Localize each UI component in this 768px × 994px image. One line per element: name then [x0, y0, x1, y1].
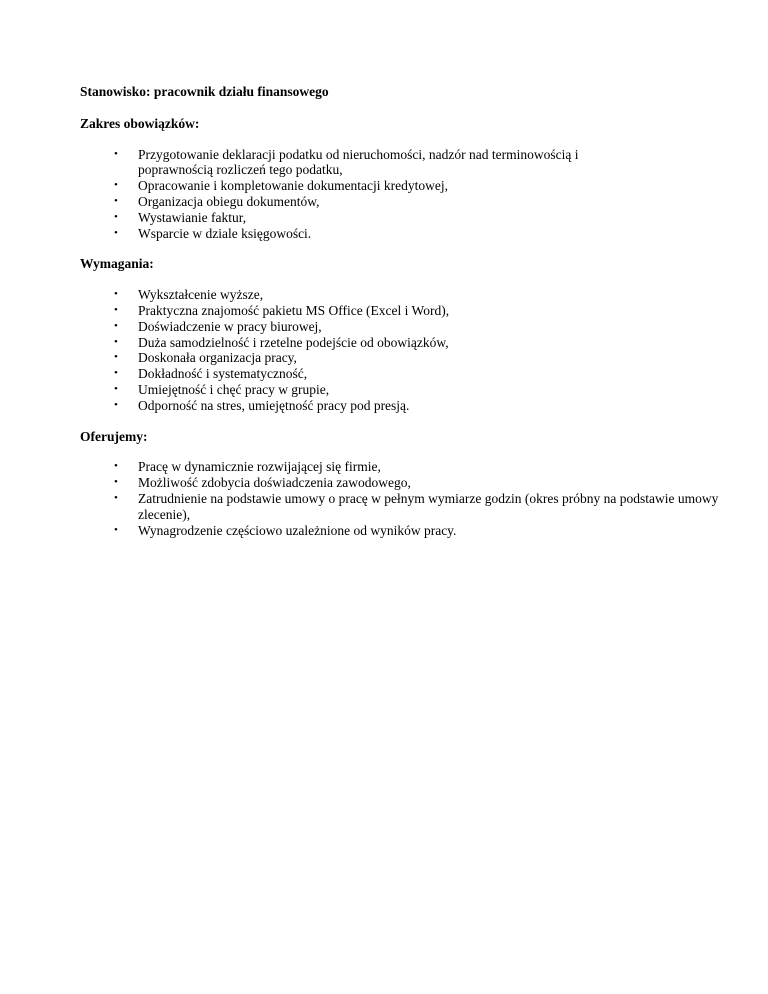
offer-list: [80, 459, 719, 538]
bullet-icon: •: [114, 491, 118, 504]
list-item: • Odporność na stres, umiejętność pracy pod presją.: [114, 397, 410, 413]
list-item: • Wykształcenie wyższe,: [114, 287, 264, 303]
list-item: • Pracę w dynamicznie rozwijającej się firmie,: [114, 459, 381, 475]
list-item: • Wsparcie w dziale księgowości.: [114, 225, 312, 241]
list-item: • Organizacja obiegu dokumentów,: [114, 193, 320, 209]
list-item: • Wystawianie faktur,: [114, 209, 247, 225]
list-item: • Umiejętność i chęć pracy w grupie,: [114, 381, 330, 397]
bullet-icon: •: [114, 476, 118, 489]
list-item: • Przygotowanie deklaracji podatku od nieruchomości, nadzór nad terminowością i poprawnością rozliczeń tego podatku,: [114, 146, 579, 178]
bullet-icon: •: [114, 523, 118, 536]
bullet-icon: •: [114, 210, 118, 223]
list-item: • Możliwość zdobycia doświadczenia zawodowego,: [114, 475, 411, 491]
bullet-icon: •: [114, 303, 118, 316]
section-title-requirements: Wymagania:: [80, 256, 154, 272]
list-item: • Opracowanie i kompletowanie dokumentacji kredytowej,: [114, 178, 449, 194]
position-heading: Stanowisko: pracownik działu finansowego: [80, 84, 329, 99]
bullet-icon: •: [114, 194, 118, 207]
section-title-offer: Oferujemy:: [80, 428, 148, 444]
list-item: • Doskonała organizacja pracy,: [114, 350, 297, 366]
bullet-icon: •: [114, 319, 118, 332]
bullet-icon: •: [114, 351, 118, 364]
bullet-icon: •: [114, 398, 118, 411]
list-item: • Zatrudnienie na podstawie umowy o pracę w pełnym wymiarze godzin (okres próbny na podstawie umowy zlecenie),: [114, 490, 719, 522]
duties-list: [80, 147, 700, 242]
document-page: [80, 84, 719, 538]
bullet-icon: •: [114, 288, 118, 301]
bullet-icon: •: [114, 179, 118, 192]
bullet-icon: •: [114, 226, 118, 239]
list-item: • Duża samodzielność i rzetelne podejście od obowiązków,: [114, 334, 449, 350]
list-item: • Wynagrodzenie częściowo uzależnione od wyników pracy.: [114, 522, 457, 538]
list-item: • Dokładność i systematyczność,: [114, 366, 308, 382]
bullet-icon: •: [114, 460, 118, 473]
bullet-icon: •: [114, 147, 118, 160]
bullet-icon: •: [114, 367, 118, 380]
list-item: • Doświadczenie w pracy biurowej,: [114, 318, 322, 334]
bullet-icon: •: [114, 335, 118, 348]
requirements-list: [80, 287, 700, 413]
bullet-icon: •: [114, 382, 118, 395]
section-title-duties: Zakres obowiązków:: [80, 115, 200, 131]
list-item: • Praktyczna znajomość pakietu MS Office (Excel i Word),: [114, 302, 450, 318]
